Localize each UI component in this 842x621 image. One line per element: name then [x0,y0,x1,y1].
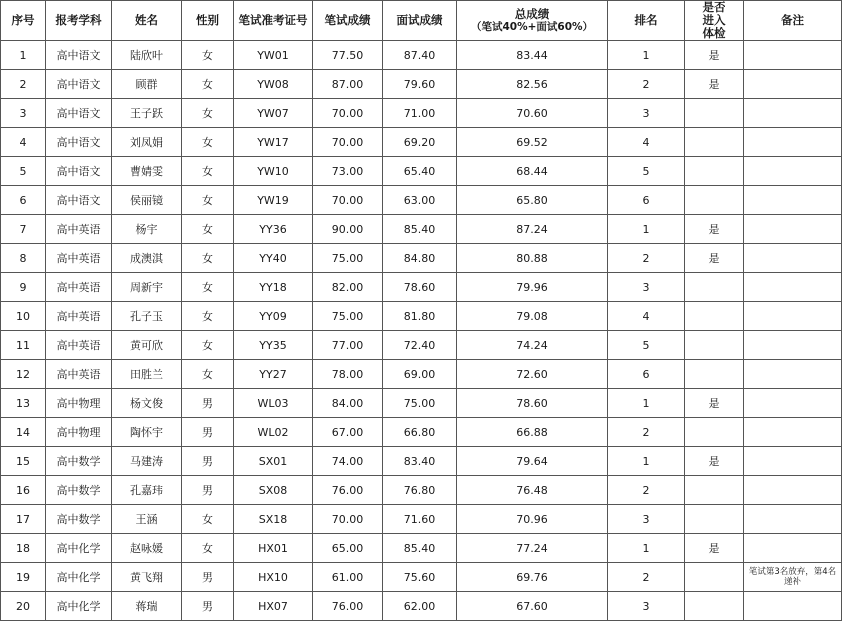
cell-exam-no: WL02 [234,418,313,447]
cell-name: 杨文俊 [112,389,182,418]
cell-subject: 高中英语 [46,331,112,360]
cell-interview: 65.40 [383,157,457,186]
cell-physical: 是 [685,389,744,418]
cell-name: 王子跃 [112,99,182,128]
cell-exam-no: YY36 [234,215,313,244]
cell-rank: 1 [608,447,685,476]
table-row [1,244,842,273]
cell-seq: 17 [1,505,46,534]
table-row [1,592,842,621]
cell-exam-no: HX07 [234,592,313,621]
cell-seq: 12 [1,360,46,389]
cell-total: 74.24 [457,331,608,360]
cell-name: 刘凤娟 [112,128,182,157]
cell-seq: 3 [1,99,46,128]
cell-interview: 78.60 [383,273,457,302]
table-row [1,331,842,360]
cell-exam-no: YY35 [234,331,313,360]
cell-rank: 2 [608,418,685,447]
cell-written: 77.50 [313,41,383,70]
header-interview: 面试成绩 [383,1,457,41]
table-row [1,186,842,215]
cell-gender: 女 [182,157,234,186]
cell-written: 74.00 [313,447,383,476]
cell-seq: 15 [1,447,46,476]
cell-seq: 6 [1,186,46,215]
header-total-label: 总成绩 [514,6,550,21]
cell-physical [685,273,744,302]
cell-subject: 高中英语 [46,244,112,273]
cell-exam-no: SX18 [234,505,313,534]
cell-total: 68.44 [457,157,608,186]
cell-interview: 85.40 [383,534,457,563]
cell-gender: 女 [182,360,234,389]
cell-physical [685,302,744,331]
table-row [1,505,842,534]
cell-gender: 女 [182,41,234,70]
cell-exam-no: YW17 [234,128,313,157]
cell-interview: 84.80 [383,244,457,273]
cell-seq: 10 [1,302,46,331]
cell-written: 76.00 [313,476,383,505]
cell-total: 69.76 [457,563,608,592]
cell-physical [685,476,744,505]
cell-written: 90.00 [313,215,383,244]
cell-remark [744,128,842,157]
cell-subject: 高中语文 [46,41,112,70]
table-row [1,215,842,244]
cell-subject: 高中语文 [46,99,112,128]
cell-rank: 2 [608,563,685,592]
cell-exam-no: YW19 [234,186,313,215]
table-row [1,360,842,389]
cell-remark [744,186,842,215]
cell-rank: 4 [608,128,685,157]
cell-total: 87.24 [457,215,608,244]
cell-total: 82.56 [457,70,608,99]
cell-gender: 男 [182,592,234,621]
cell-total: 77.24 [457,534,608,563]
cell-rank: 5 [608,157,685,186]
cell-rank: 1 [608,215,685,244]
cell-exam-no: WL03 [234,389,313,418]
cell-subject: 高中语文 [46,186,112,215]
cell-exam-no: YW01 [234,41,313,70]
table-row [1,128,842,157]
cell-exam-no: YY09 [234,302,313,331]
cell-interview: 87.40 [383,41,457,70]
cell-total: 69.52 [457,128,608,157]
cell-remark [744,215,842,244]
cell-seq: 7 [1,215,46,244]
cell-remark [744,70,842,99]
cell-interview: 81.80 [383,302,457,331]
cell-name: 曹婧雯 [112,157,182,186]
cell-total: 70.96 [457,505,608,534]
cell-total: 78.60 [457,389,608,418]
cell-subject: 高中语文 [46,128,112,157]
cell-written: 61.00 [313,563,383,592]
table-row [1,563,842,592]
header-gender: 性别 [182,1,234,41]
cell-remark [744,331,842,360]
cell-exam-no: HX10 [234,563,313,592]
cell-rank: 1 [608,41,685,70]
cell-remark: 笔试第3名放弃，第4名递补 [744,563,842,592]
cell-subject: 高中数学 [46,476,112,505]
cell-name: 蒋瑞 [112,592,182,621]
cell-interview: 69.00 [383,360,457,389]
cell-exam-no: YY40 [234,244,313,273]
cell-rank: 3 [608,592,685,621]
cell-written: 84.00 [313,389,383,418]
cell-total: 79.64 [457,447,608,476]
table-row [1,389,842,418]
cell-physical [685,99,744,128]
header-rank: 排名 [608,1,685,41]
cell-subject: 高中英语 [46,360,112,389]
cell-total: 76.48 [457,476,608,505]
cell-written: 78.00 [313,360,383,389]
cell-gender: 女 [182,534,234,563]
cell-seq: 20 [1,592,46,621]
cell-seq: 1 [1,41,46,70]
cell-gender: 女 [182,99,234,128]
cell-gender: 男 [182,476,234,505]
cell-written: 73.00 [313,157,383,186]
cell-name: 孔子玉 [112,302,182,331]
header-seq: 序号 [1,1,46,41]
cell-written: 82.00 [313,273,383,302]
cell-seq: 14 [1,418,46,447]
cell-exam-no: YY18 [234,273,313,302]
cell-name: 侯丽镜 [112,186,182,215]
cell-gender: 女 [182,273,234,302]
cell-gender: 女 [182,215,234,244]
cell-gender: 女 [182,244,234,273]
cell-seq: 2 [1,70,46,99]
cell-seq: 5 [1,157,46,186]
cell-name: 杨宇 [112,215,182,244]
cell-gender: 女 [182,128,234,157]
cell-rank: 2 [608,476,685,505]
cell-written: 67.00 [313,418,383,447]
cell-subject: 高中数学 [46,447,112,476]
cell-total: 79.96 [457,273,608,302]
cell-interview: 71.00 [383,99,457,128]
cell-remark [744,244,842,273]
cell-subject: 高中数学 [46,505,112,534]
cell-rank: 6 [608,360,685,389]
table-row [1,302,842,331]
table-row [1,273,842,302]
cell-rank: 4 [608,302,685,331]
cell-written: 87.00 [313,70,383,99]
cell-seq: 13 [1,389,46,418]
cell-gender: 女 [182,505,234,534]
cell-name: 孔嘉玮 [112,476,182,505]
table-row [1,534,842,563]
cell-exam-no: YY27 [234,360,313,389]
cell-exam-no: YW10 [234,157,313,186]
cell-rank: 3 [608,273,685,302]
cell-physical [685,563,744,592]
cell-seq: 9 [1,273,46,302]
cell-remark [744,476,842,505]
cell-subject: 高中语文 [46,157,112,186]
header-total-formula: （笔试40%+面试60%） [470,20,594,33]
header-total [457,1,608,41]
cell-total: 65.80 [457,186,608,215]
cell-remark [744,302,842,331]
cell-exam-no: SX01 [234,447,313,476]
cell-seq: 18 [1,534,46,563]
header-exam-no: 笔试准考证号 [234,1,313,41]
cell-physical: 是 [685,41,744,70]
cell-name: 黄飞翔 [112,563,182,592]
cell-remark [744,360,842,389]
cell-total: 70.60 [457,99,608,128]
cell-rank: 2 [608,70,685,99]
cell-interview: 62.00 [383,592,457,621]
header-subject: 报考学科 [46,1,112,41]
cell-interview: 75.60 [383,563,457,592]
cell-exam-no: YW08 [234,70,313,99]
header-remark: 备注 [744,1,842,41]
cell-physical [685,360,744,389]
cell-name: 成澳淇 [112,244,182,273]
cell-rank: 1 [608,389,685,418]
cell-seq: 11 [1,331,46,360]
cell-physical: 是 [685,534,744,563]
cell-remark [744,447,842,476]
cell-interview: 66.80 [383,418,457,447]
cell-name: 顾群 [112,70,182,99]
cell-rank: 2 [608,244,685,273]
cell-physical [685,157,744,186]
cell-remark [744,99,842,128]
cell-rank: 6 [608,186,685,215]
cell-physical [685,505,744,534]
cell-interview: 72.40 [383,331,457,360]
cell-subject: 高中英语 [46,302,112,331]
cell-physical [685,592,744,621]
cell-name: 陆欣叶 [112,41,182,70]
cell-gender: 女 [182,331,234,360]
table-row [1,157,842,186]
table-row [1,70,842,99]
cell-gender: 男 [182,563,234,592]
cell-remark [744,418,842,447]
cell-name: 田胜兰 [112,360,182,389]
cell-seq: 19 [1,563,46,592]
cell-remark [744,534,842,563]
cell-seq: 16 [1,476,46,505]
cell-physical [685,418,744,447]
cell-physical: 是 [685,70,744,99]
cell-name: 王涵 [112,505,182,534]
cell-subject: 高中化学 [46,563,112,592]
cell-physical: 是 [685,447,744,476]
header-written: 笔试成绩 [313,1,383,41]
cell-total: 66.88 [457,418,608,447]
cell-subject: 高中英语 [46,215,112,244]
cell-name: 黄可欣 [112,331,182,360]
table-row [1,99,842,128]
table-row [1,418,842,447]
cell-total: 80.88 [457,244,608,273]
cell-written: 75.00 [313,302,383,331]
cell-gender: 女 [182,70,234,99]
cell-total: 83.44 [457,41,608,70]
cell-subject: 高中化学 [46,592,112,621]
cell-rank: 3 [608,505,685,534]
cell-written: 77.00 [313,331,383,360]
cell-seq: 4 [1,128,46,157]
cell-rank: 1 [608,534,685,563]
cell-gender: 男 [182,389,234,418]
cell-interview: 75.00 [383,389,457,418]
cell-remark [744,157,842,186]
cell-written: 70.00 [313,186,383,215]
cell-subject: 高中物理 [46,418,112,447]
cell-subject: 高中化学 [46,534,112,563]
cell-interview: 76.80 [383,476,457,505]
cell-physical [685,331,744,360]
cell-remark [744,592,842,621]
cell-gender: 男 [182,447,234,476]
cell-remark [744,273,842,302]
header-row [1,1,842,41]
cell-written: 70.00 [313,505,383,534]
cell-exam-no: SX08 [234,476,313,505]
cell-gender: 男 [182,418,234,447]
header-name: 姓名 [112,1,182,41]
cell-written: 75.00 [313,244,383,273]
cell-physical [685,186,744,215]
cell-name: 马建涛 [112,447,182,476]
cell-total: 67.60 [457,592,608,621]
cell-subject: 高中语文 [46,70,112,99]
cell-interview: 83.40 [383,447,457,476]
table-row [1,41,842,70]
cell-interview: 63.00 [383,186,457,215]
cell-remark [744,389,842,418]
cell-written: 76.00 [313,592,383,621]
cell-physical [685,128,744,157]
cell-gender: 女 [182,302,234,331]
cell-exam-no: HX01 [234,534,313,563]
cell-written: 70.00 [313,128,383,157]
cell-written: 65.00 [313,534,383,563]
header-physical: 是否进入体检 [685,1,744,41]
cell-interview: 71.60 [383,505,457,534]
cell-exam-no: YW07 [234,99,313,128]
cell-total: 79.08 [457,302,608,331]
cell-written: 70.00 [313,99,383,128]
cell-interview: 79.60 [383,70,457,99]
cell-name: 周新宇 [112,273,182,302]
cell-gender: 女 [182,186,234,215]
table-row [1,447,842,476]
cell-subject: 高中英语 [46,273,112,302]
cell-seq: 8 [1,244,46,273]
cell-name: 赵咏媛 [112,534,182,563]
cell-remark [744,41,842,70]
cell-rank: 5 [608,331,685,360]
cell-remark [744,505,842,534]
cell-physical: 是 [685,215,744,244]
cell-total: 72.60 [457,360,608,389]
cell-interview: 85.40 [383,215,457,244]
cell-name: 陶怀宇 [112,418,182,447]
table-row [1,476,842,505]
cell-interview: 69.20 [383,128,457,157]
cell-rank: 3 [608,99,685,128]
cell-subject: 高中物理 [46,389,112,418]
cell-physical: 是 [685,244,744,273]
